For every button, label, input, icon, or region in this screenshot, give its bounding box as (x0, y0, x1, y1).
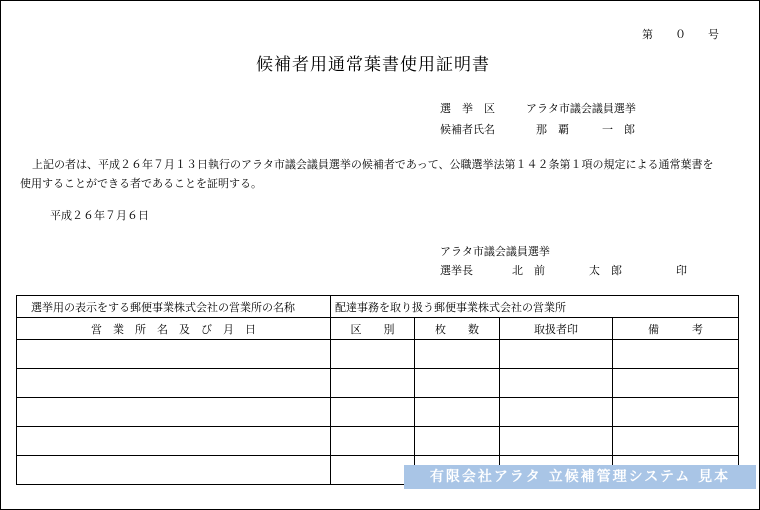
table-cell (331, 456, 415, 485)
seal-mark: 印 (676, 264, 687, 277)
table-cell (613, 398, 739, 427)
candidate-name: 那 覇 一 郎 (536, 123, 635, 136)
table-cell (17, 398, 331, 427)
table-cell (415, 427, 500, 456)
column-header-handler-seal: 取扱者印 (500, 318, 613, 340)
table-cell (500, 398, 613, 427)
column-header-count: 枚 数 (415, 318, 500, 340)
postal-usage-table (16, 295, 739, 485)
table-cell (17, 340, 331, 369)
table-header-top (17, 296, 739, 318)
table-cell (613, 369, 739, 398)
certification-text-line1: 上記の者は、平成２６年７月１３日執行のアラタ市議会議員選挙の候補者であって、公職選挙法第１４２条第１項の規定による通常葉書を (32, 158, 714, 171)
table-cell (17, 427, 331, 456)
table-cell (500, 340, 613, 369)
table-row (17, 340, 739, 369)
document-title: 候補者用通常葉書使用証明書 (256, 55, 490, 75)
header-office-name: 選挙用の表示をする郵便事業株式会社の営業所の名称 (17, 296, 331, 318)
table-cell (17, 456, 331, 485)
table-header-columns (17, 318, 739, 340)
election-label: 選 挙 区 (440, 102, 495, 115)
election-value: アラタ市議会議員選挙 (526, 102, 636, 115)
column-header-office-date: 営 業 所 名 及 び 月 日 (17, 318, 331, 340)
issuer-name: 北 前 太 郎 (512, 264, 622, 277)
table-row (17, 369, 739, 398)
certificate-number: 第 ０ 号 (642, 28, 719, 41)
table-cell (613, 427, 739, 456)
table-cell (415, 398, 500, 427)
issuer-role: 選挙長 (440, 264, 473, 277)
table-cell (331, 340, 415, 369)
certification-text-line2: 使用することができる者であることを証明する。 (20, 177, 262, 190)
issue-date: 平成２６年７月６日 (50, 209, 149, 222)
table-cell (331, 398, 415, 427)
table-cell (331, 427, 415, 456)
table-cell (331, 369, 415, 398)
header-delivery-office: 配達事務を取り扱う郵便事業株式会社の営業所 (331, 296, 739, 318)
table-cell (17, 369, 331, 398)
sample-watermark: 有限会社アラタ 立候補管理システム 見本 (404, 465, 756, 489)
column-header-remarks: 備 考 (613, 318, 739, 340)
table-row (17, 427, 739, 456)
table-row (17, 398, 739, 427)
column-header-category: 区 別 (331, 318, 415, 340)
table-cell (613, 340, 739, 369)
table-cell (500, 369, 613, 398)
issuer-organization: アラタ市議会議員選挙 (440, 245, 550, 258)
table-cell (415, 369, 500, 398)
table-cell (500, 427, 613, 456)
candidate-label: 候補者氏名 (440, 123, 495, 136)
table-cell (415, 340, 500, 369)
